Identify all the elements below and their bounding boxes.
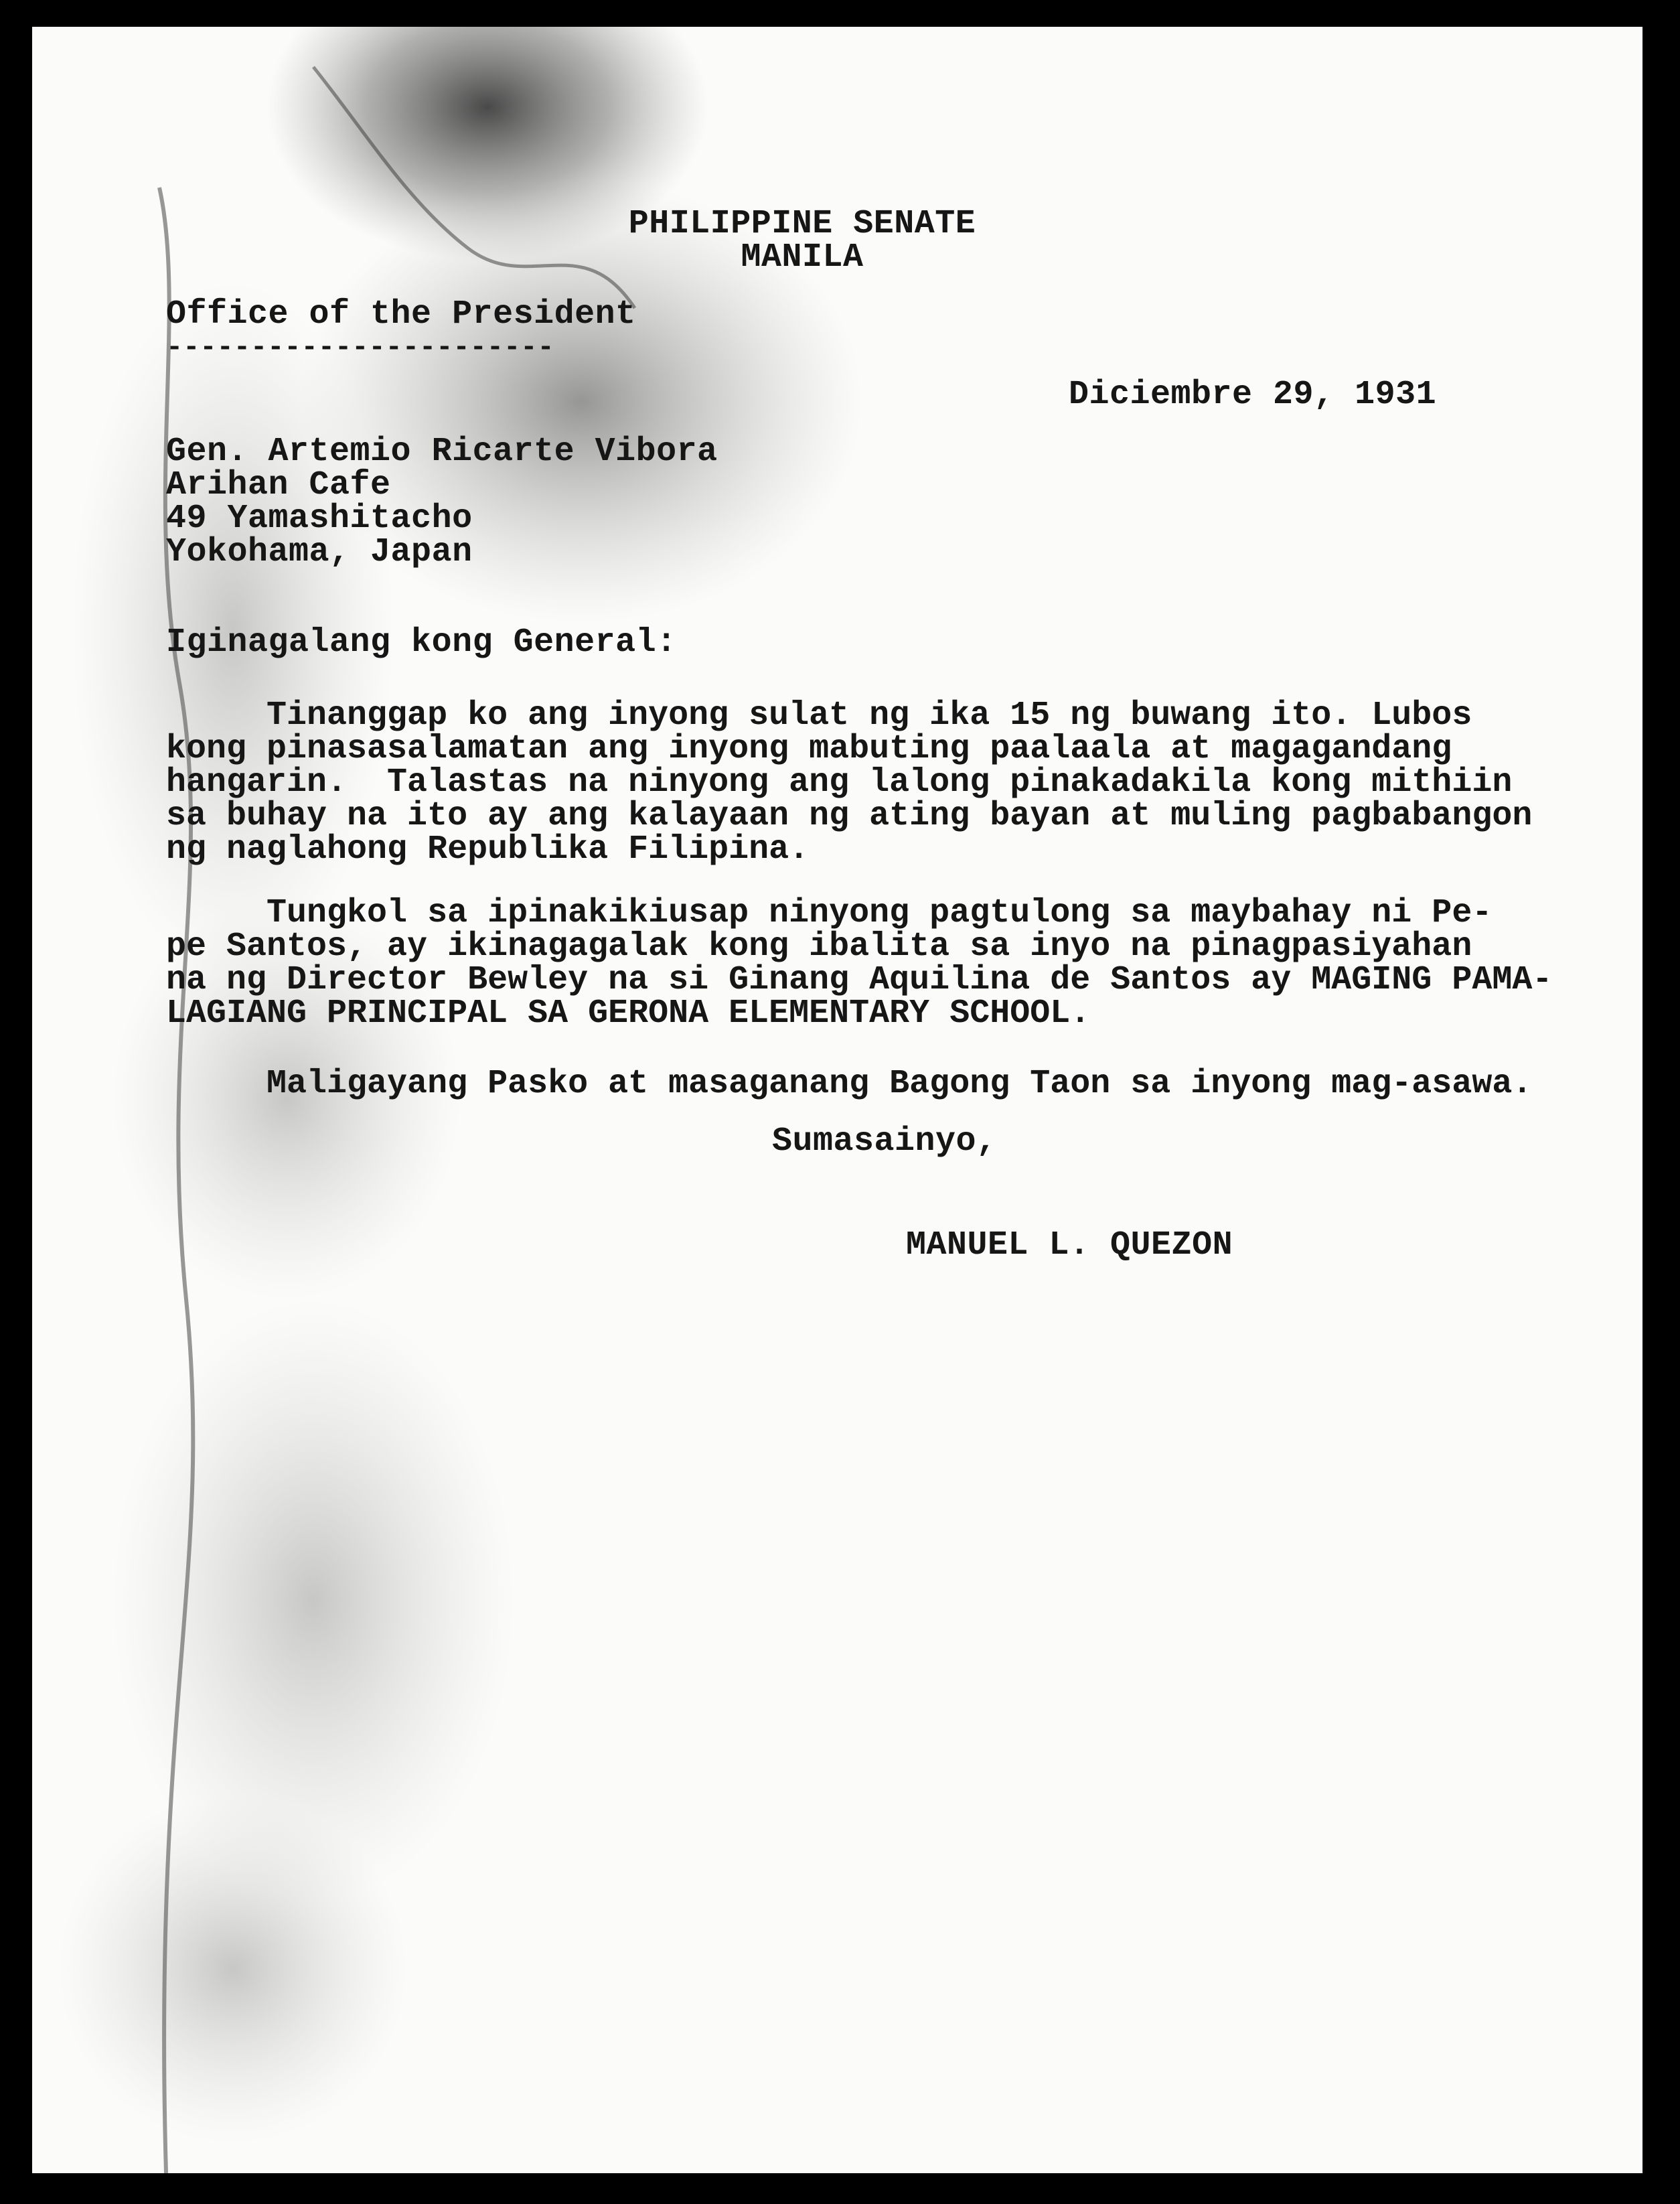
body-line: Tinanggap ko ang inyong sulat ng ika 15 ng buwang ito. Lubos	[166, 696, 1472, 735]
stain-bottom-left	[59, 1795, 407, 2143]
body-line: Tungkol sa ipinakikiusap ninyong pagtulong sa maybahay ni Pe-	[166, 894, 1493, 932]
salutation: Iginagalang kong General:	[166, 623, 677, 662]
letter-page	[32, 27, 1643, 2173]
office-heading-underline: -----------------------	[166, 332, 554, 364]
body-line: LAGIANG PRINCIPAL SA GERONA ELEMENTARY SCHOOL.	[166, 995, 1091, 1033]
body-line: pe Santos, ay ikinagagalak kong ibalita sa inyo na pinagpasiyahan	[166, 928, 1472, 966]
letterhead-city: MANILA	[741, 238, 864, 277]
closing: Sumasainyo,	[772, 1122, 997, 1161]
recipient-line: Arihan Cafe	[166, 466, 391, 504]
letter-date: Diciembre 29, 1931	[1069, 376, 1437, 414]
body-line: hangarin. Talastas na ninyong ang lalong pinakadakila kong mithiin	[166, 763, 1513, 802]
body-line: sa buhay na ito ay ang kalayaan ng ating bayan at muling pagbabangon	[166, 797, 1533, 835]
body-line: na ng Director Bewley na si Ginang Aquilina de Santos ay MAGING PAMA-	[166, 961, 1553, 999]
body-line: Maligayang Pasko at masaganang Bagong Taon sa inyong mag-asawa.	[166, 1065, 1533, 1103]
body-line: ng naglahong Republika Filipina.	[166, 830, 810, 869]
recipient-line: Gen. Artemio Ricarte Vibora	[166, 433, 718, 471]
recipient-line: 49 Yamashitacho	[166, 500, 473, 538]
office-heading: Office of the President	[166, 295, 636, 334]
recipient-line: Yokohama, Japan	[166, 533, 473, 571]
signatory-name: MANUEL L. QUEZON	[906, 1226, 1233, 1264]
body-line: kong pinasasalamatan ang inyong mabuting paalaala at magagandang	[166, 730, 1452, 768]
letterhead-institution: PHILIPPINE SENATE	[628, 205, 976, 243]
